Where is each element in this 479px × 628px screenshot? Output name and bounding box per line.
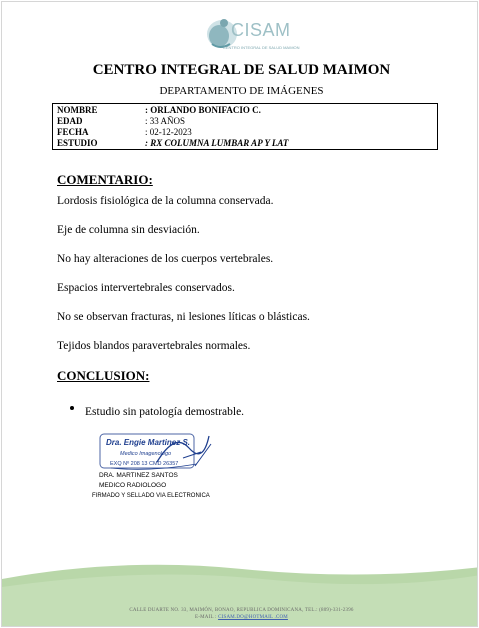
comment-line: Eje de columna sin desviación. [57,224,200,236]
stamp-name: Dra. Engie Martinez S. [106,438,191,447]
comentario-heading: COMENTARIO: [57,172,153,187]
patient-label: ESTUDIO [57,138,98,148]
patient-value: : 33 AÑOS [145,116,186,126]
patient-value: : ORLANDO BONIFACIO C. [145,105,261,115]
comment-line: Espacios intervertebrales conservados. [57,282,235,294]
footer-email-label: E-MAIL : [195,615,217,620]
patient-info-box [52,103,438,150]
conclusion-item: Estudio sin patología demostrable. [85,406,245,418]
logo-text: CISAM [231,20,291,40]
doctor-title: MEDICO RADIOLOGO [99,482,167,489]
patient-label: EDAD [57,116,83,126]
patient-value: : RX COLUMNA LUMBAR AP Y LAT [145,138,289,148]
sealed-note: FIRMADO Y SELLADO VIA ELECTRONICA [92,493,210,499]
doctor-name: DRA. MARTINEZ SANTOS [99,472,178,479]
bullet-icon [70,406,74,410]
stamp-exequatur: EXQ Nº 208 13 CMD 26357 [110,461,179,467]
footer-address: CALLE DUARTE NO. 33, MAIMÓN, BONAO, REPUBLICA DOMINICANA, TEL.: (809)-331-2396 [129,608,354,613]
comment-line: Lordosis fisiológica de la columna conservada. [57,195,274,207]
conclusion-heading: CONCLUSION: [57,368,150,383]
logo-subtext: CENTRO INTEGRAL DE SALUD MAIMON [223,45,300,50]
stamp-specialty: Medico Imagenologo [120,451,172,457]
comment-line: No se observan fracturas, ni lesiones líticas o blásticas. [57,311,310,323]
comment-line: Tejidos blandos paravertebrales normales. [57,340,251,352]
document-page [1,1,478,627]
patient-value: : 02-12-2023 [145,127,192,137]
department-title: DEPARTAMENTO DE IMÁGENES [159,85,324,97]
footer-contact [2,615,478,620]
comment-line: No hay alteraciones de los cuerpos vertebrales. [57,253,274,265]
page-title: CENTRO INTEGRAL DE SALUD MAIMON [92,62,391,78]
footer-email-link[interactable]: CISAM.DO@HOTMAIL .COM [218,615,288,620]
patient-label: FECHA [57,127,89,137]
patient-label: NOMBRE [57,105,98,115]
